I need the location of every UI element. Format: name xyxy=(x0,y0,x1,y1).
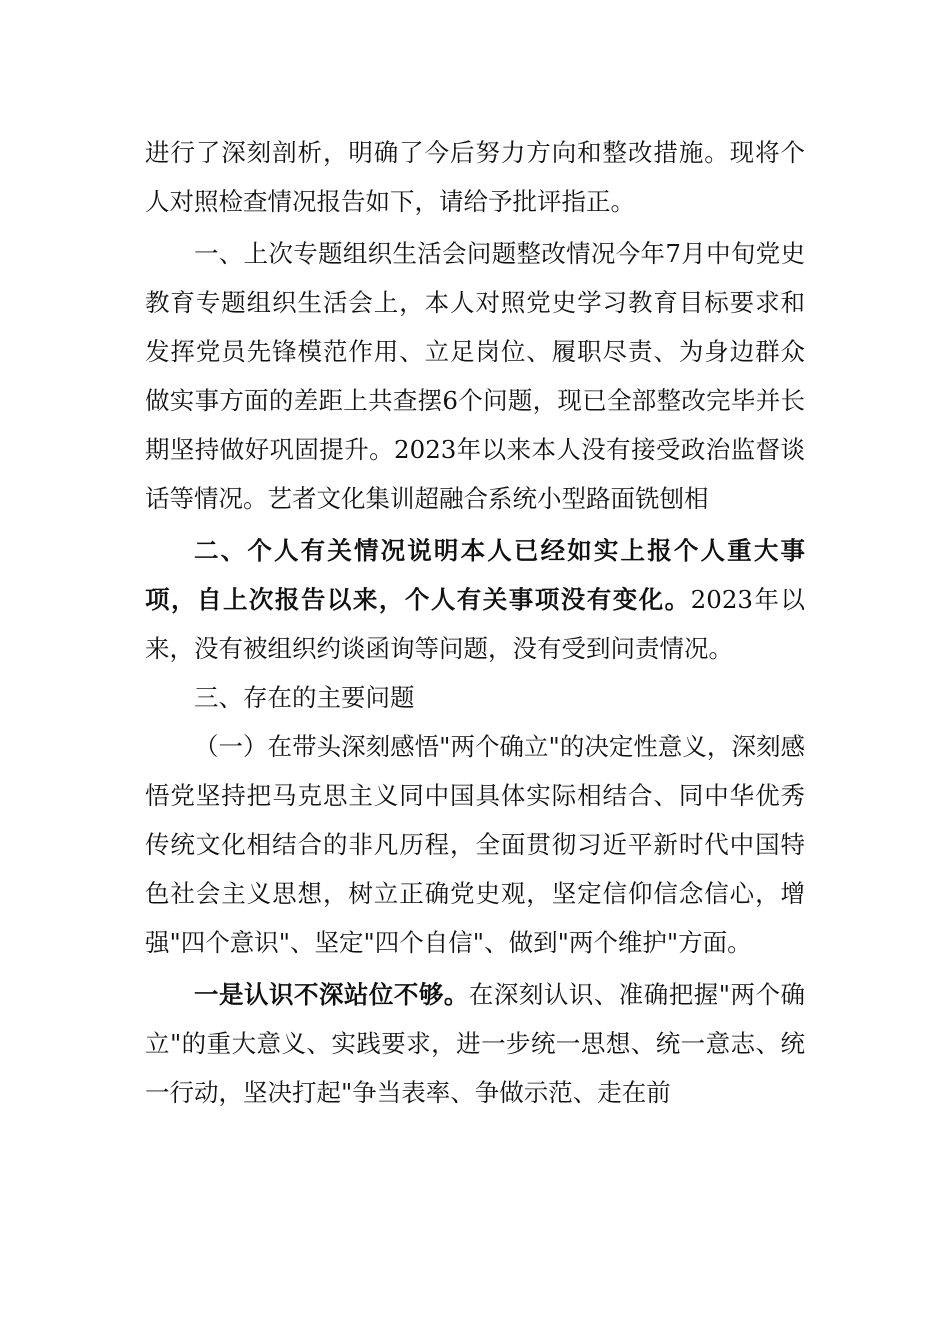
section-three-heading: 三、存在的主要问题 xyxy=(194,683,415,712)
paragraph-point-one xyxy=(145,970,805,1117)
point-one-text: 在深刻认识、准确把握"两个确立"的重大意义、实践要求，进一步统一思想、统一意志、统一行动，坚决打起"争当表率、争做示范、走在前 xyxy=(145,980,805,1107)
paragraph-section-two xyxy=(145,526,805,673)
paragraph-intro-continuation: 进行了深刻剖析，明确了今后努力方向和整改措施。现将个人对照检查情况报告如下，请给予批评指正。 xyxy=(145,138,805,216)
paragraph-section-one: 一、上次专题组织生活会问题整改情况今年7月中旬党史教育专题组织生活会上，本人对照党史学习教育目标要求和发挥党员先锋模范作用、立足岗位、履职尽责、为身边群众做实事方面的差距上共查摆6个问题，现已全部整改完毕并长期坚持做好巩固提升。2023年以来本人没有接受政治监督谈话等情况。艺者文化集训超融合系统小型路面铣刨相 xyxy=(145,239,805,513)
section-two-heading: 二、个人有关情况说明本人已经如实上报个人重大事项，自上次报告以来，个人有关事项没有变化。 xyxy=(145,536,805,614)
section-two-text: 2023年以来，没有被组织约谈函询等问题，没有受到问责情况。 xyxy=(145,585,805,663)
point-one-heading: 一是认识不深站位不够。 xyxy=(194,980,469,1009)
document-body xyxy=(145,128,805,1117)
paragraph-subsection-one: （一）在带头深刻感悟"两个确立"的决定性意义，深刻感悟党坚持把马克思主义同中国具体实际相结合、同中华优秀传统文化相结合的非凡历程，全面贯彻习近平新时代中国特色社会主义思想，树立正确党史观，坚定信仰信念信心，增强"四个意识"、坚定"四个自信"、做到"两个维护"方面。 xyxy=(145,732,805,957)
